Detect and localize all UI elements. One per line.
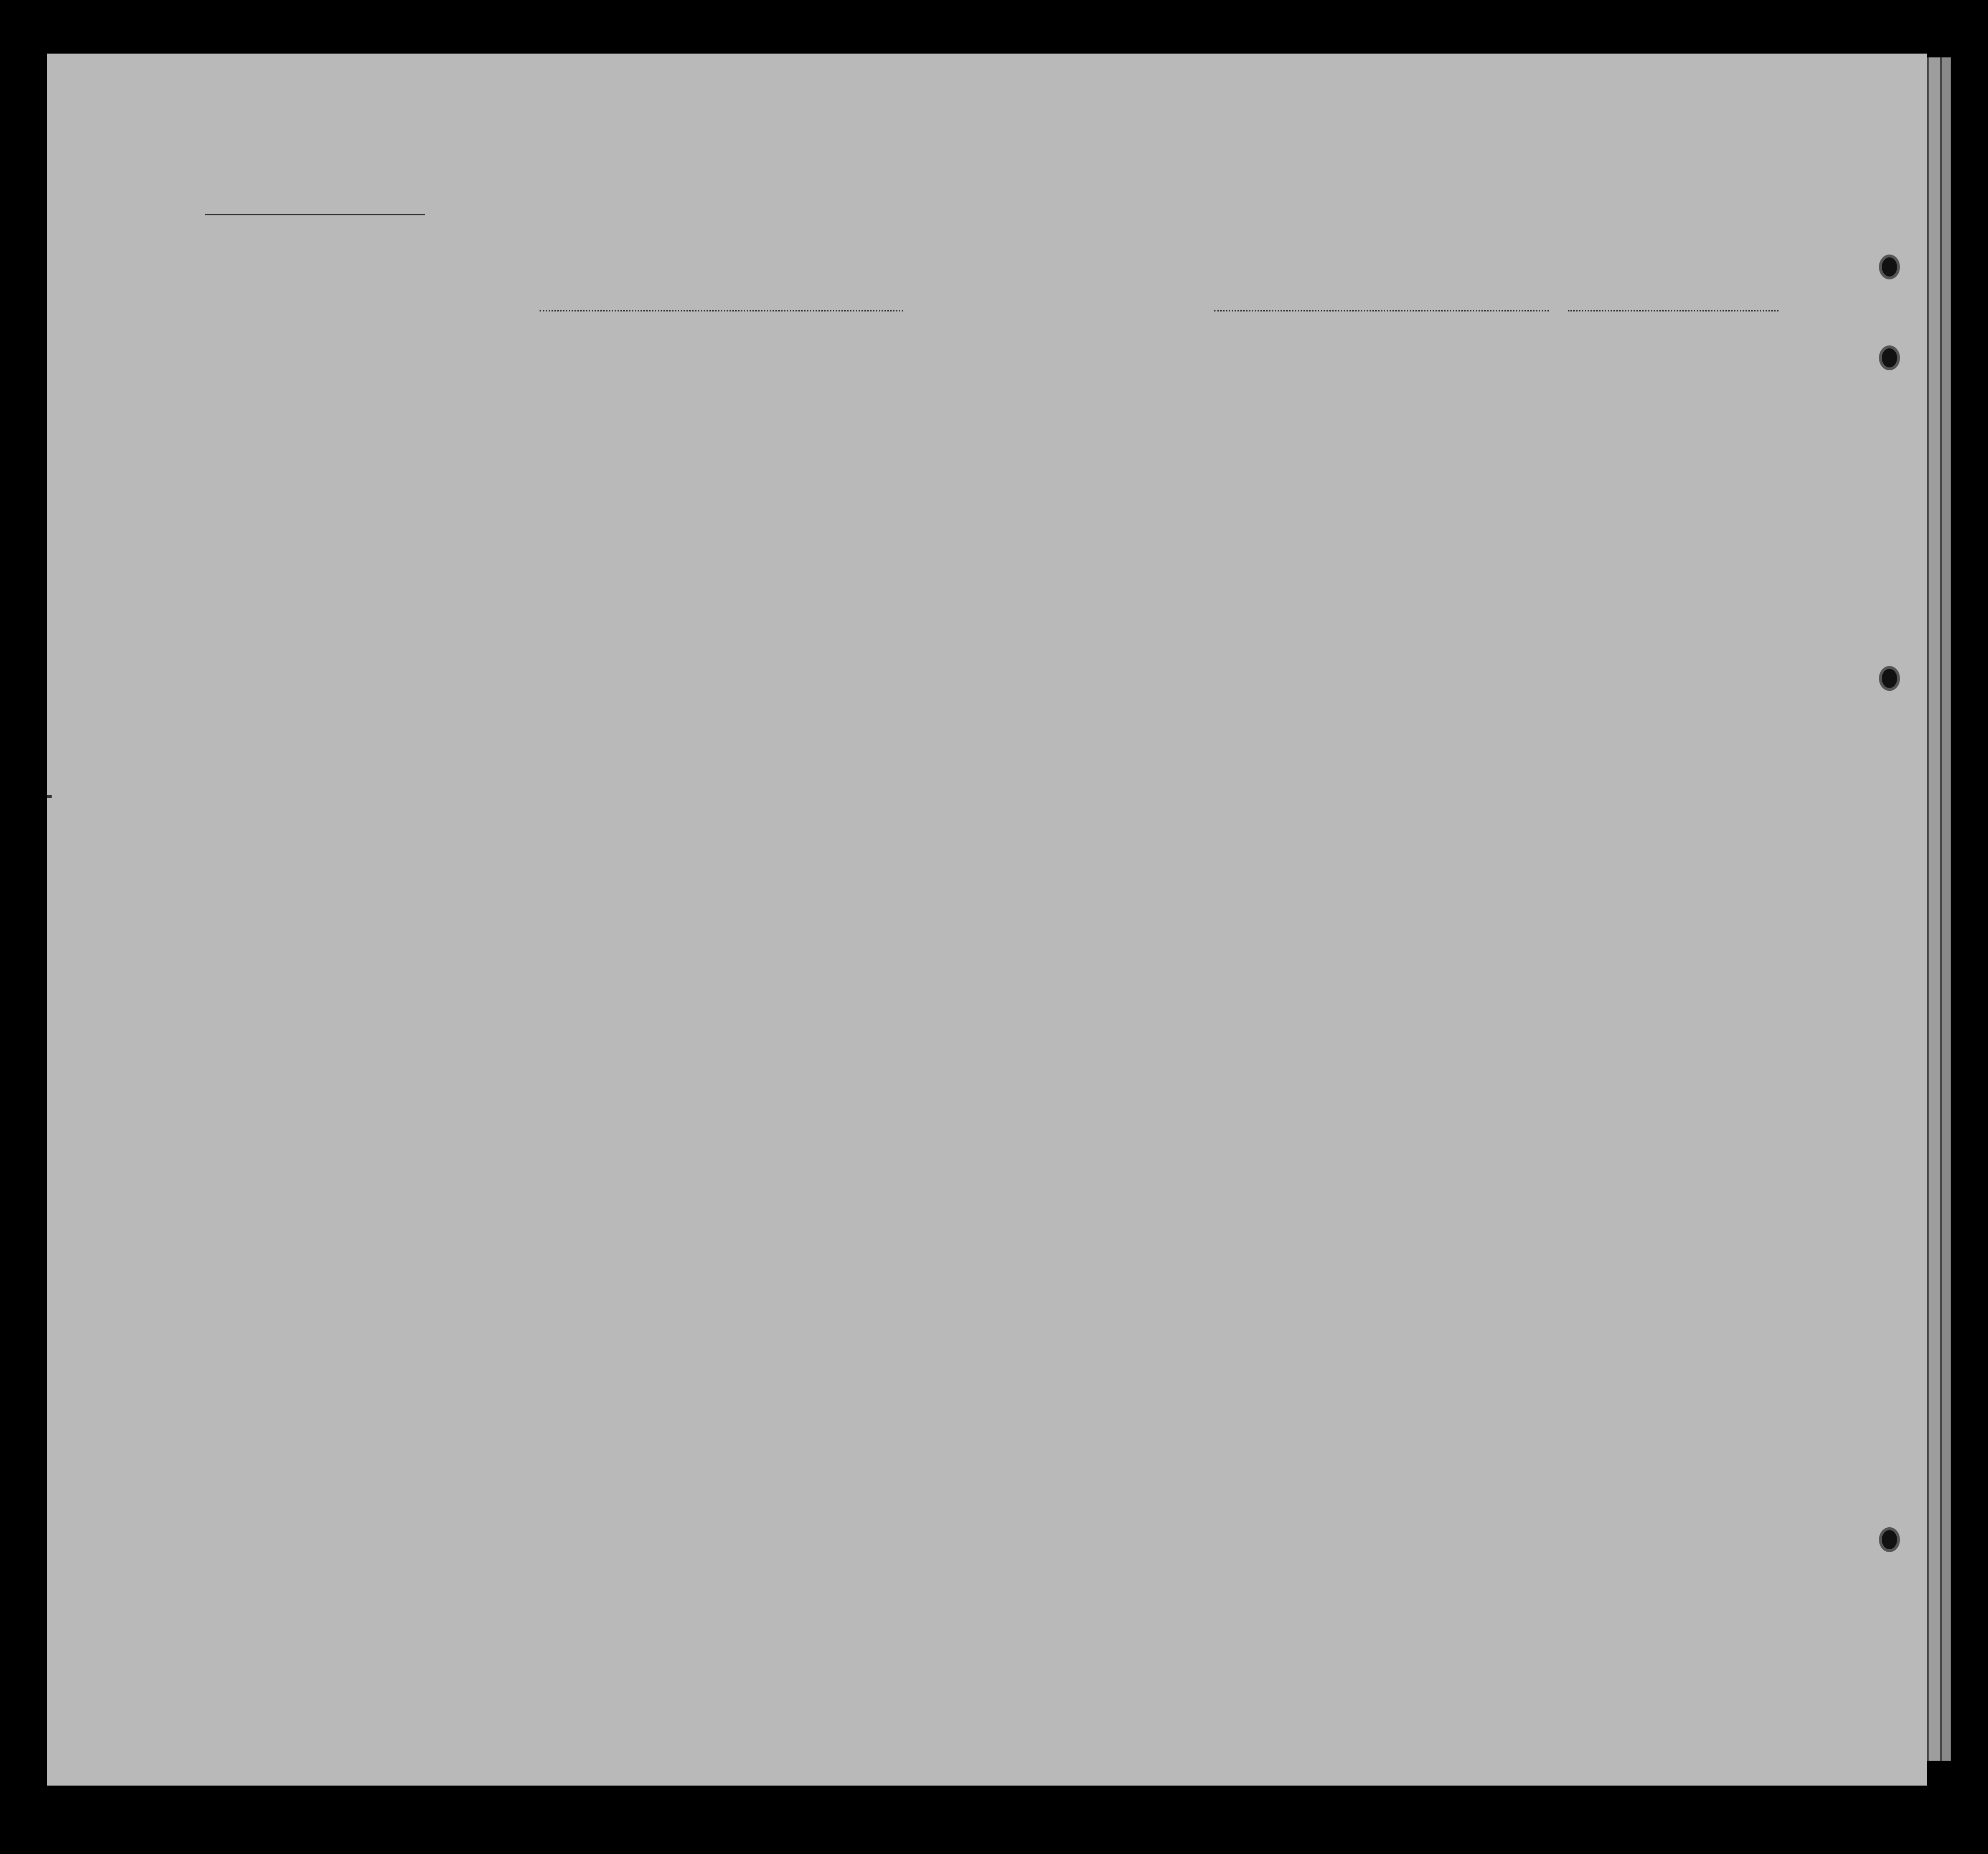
manifest-sheet: [47, 54, 1927, 1786]
binder-hole: [1879, 255, 1900, 279]
manifest-grid: [47, 54, 1927, 1786]
admitted-stamp: [47, 795, 52, 798]
binder-hole: [1879, 345, 1900, 370]
binder-hole: [1879, 666, 1900, 691]
page-edge: [1927, 57, 1940, 1761]
page-edge: [1940, 57, 1951, 1761]
binder-hole: [1879, 1527, 1900, 1552]
